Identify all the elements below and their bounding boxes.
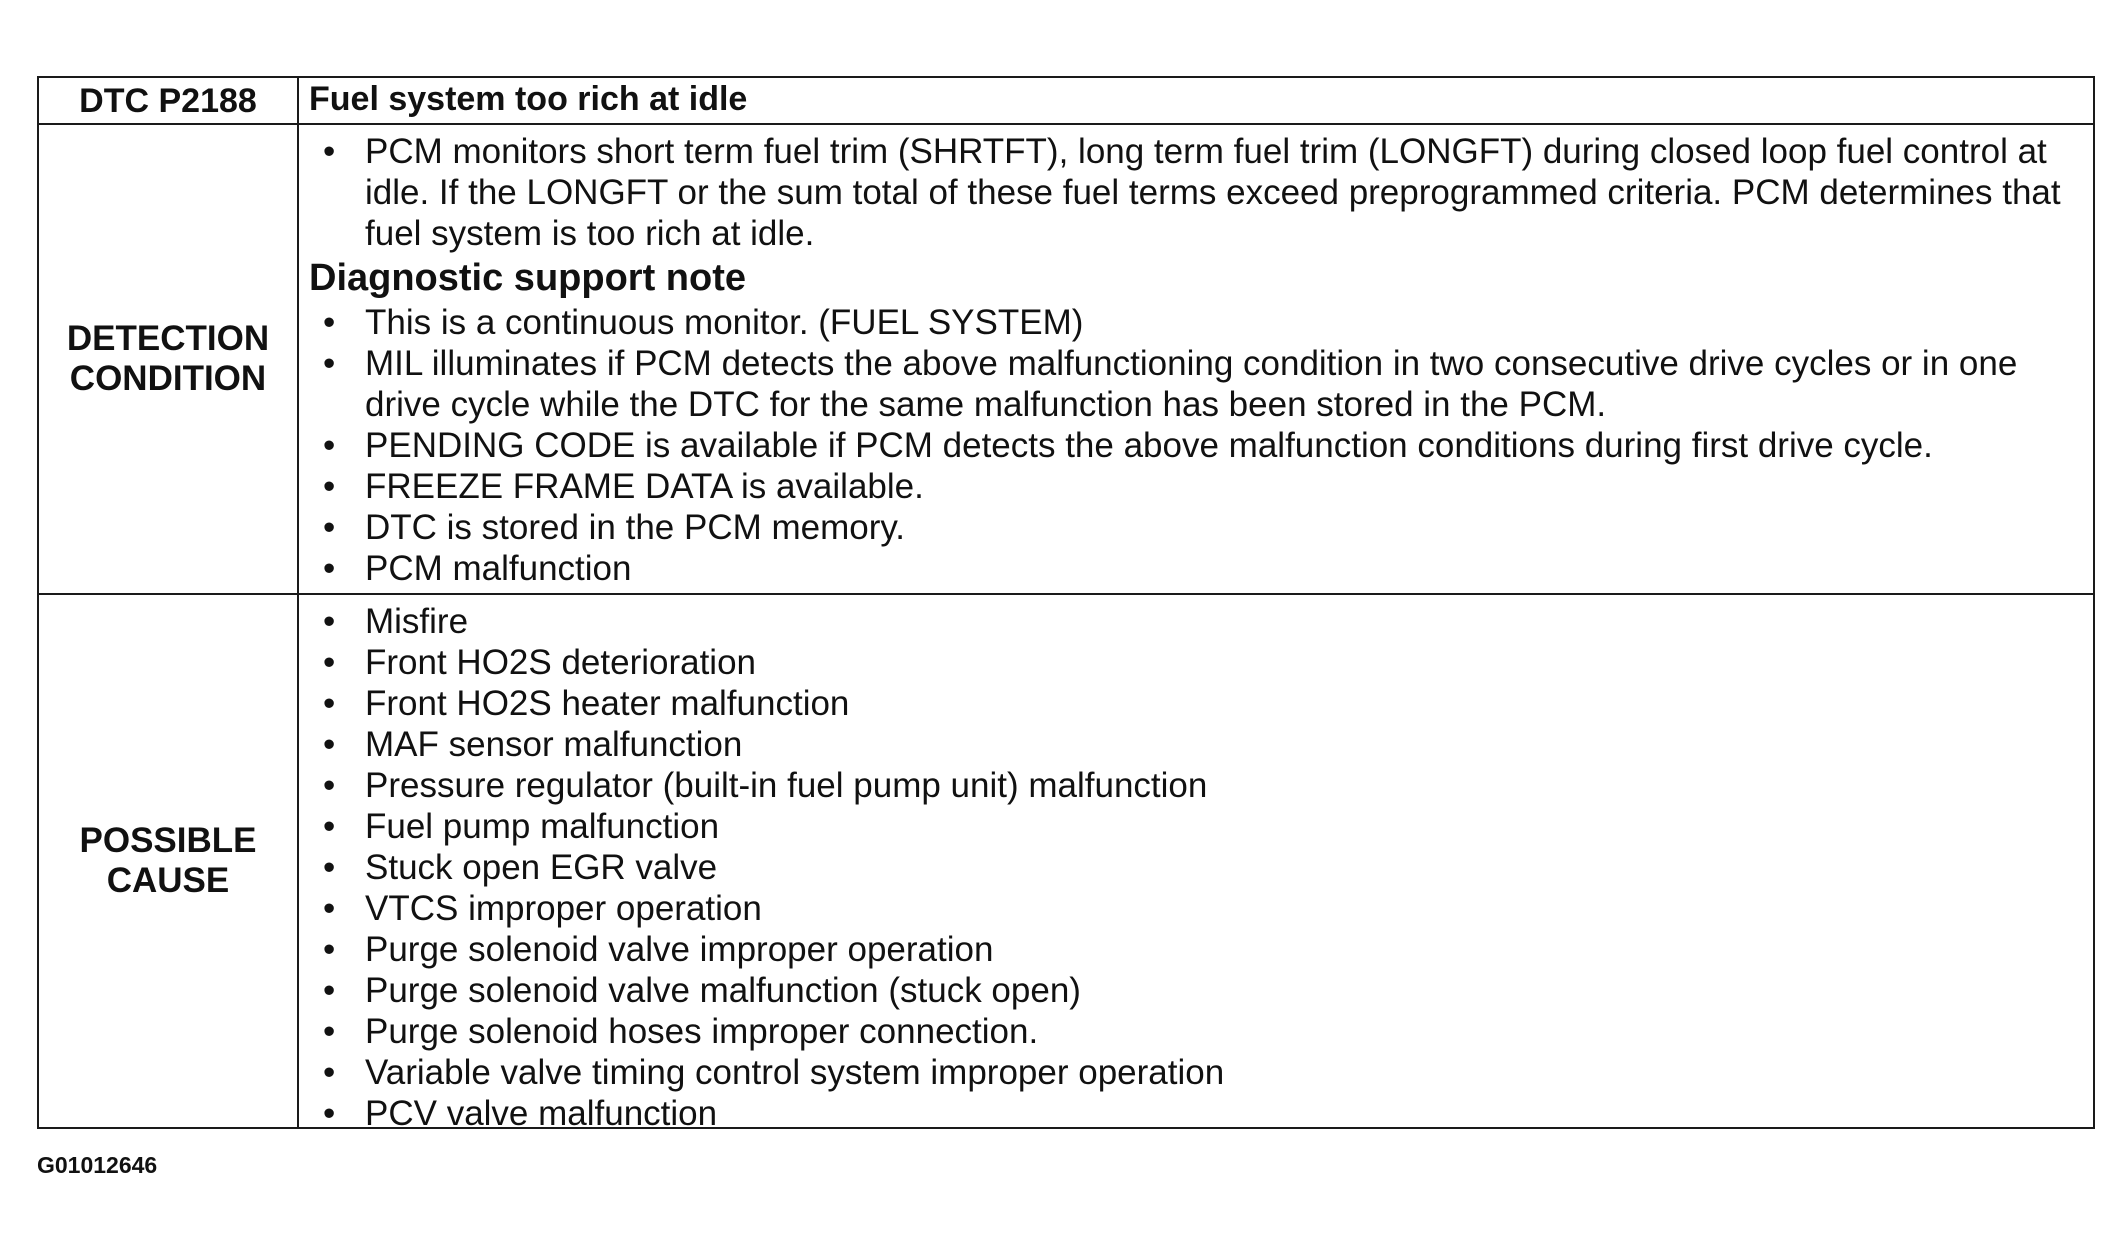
possible-cause-list: [309, 601, 2083, 1134]
list-item: • PCV valve malfunction: [309, 1093, 2083, 1134]
diagnostic-support-list: [309, 302, 2083, 589]
detection-label-line1: DETECTION: [66, 319, 270, 358]
list-item: • VTCS improper operation: [309, 888, 2083, 929]
list-item: • Stuck open EGR valve: [309, 847, 2083, 888]
list-item: • Front HO2S deterioration: [309, 642, 2083, 683]
detection-intro-list: [309, 131, 2083, 254]
list-item: • Purge solenoid valve improper operation: [309, 929, 2083, 970]
list-item: • PENDING CODE is available if PCM detects the above malfunction conditions during first drive cycle.: [309, 425, 2083, 466]
list-item: • DTC is stored in the PCM memory.: [309, 507, 2083, 548]
list-item: • FREEZE FRAME DATA is available.: [309, 466, 2083, 507]
dtc-table: [37, 76, 2095, 1133]
list-item: • Purge solenoid hoses improper connection.: [309, 1011, 2083, 1052]
list-item: • MIL illuminates if PCM detects the above malfunctioning condition in two consecutive drive cycles or in one drive cycle while the DTC for the same malfunction has been stored in the PCM.: [309, 343, 2083, 425]
list-item: • Misfire: [309, 601, 2083, 642]
list-item: • Pressure regulator (built-in fuel pump unit) malfunction: [309, 765, 2083, 806]
list-item: • PCM monitors short term fuel trim (SHRTFT), long term fuel trim (LONGFT) during closed loop fuel control at idle. If the LONGFT or the sum total of these fuel terms exceed preprogrammed criteria. PCM determines that fuel system is too rich at idle.: [309, 131, 2083, 254]
list-item: • PCM malfunction: [309, 548, 2083, 589]
dtc-description: Fuel system too rich at idle: [309, 80, 748, 118]
detection-condition-content: [299, 125, 2093, 593]
possible-cause-label: [39, 595, 299, 1127]
list-item: • Variable valve timing control system improper operation: [309, 1052, 2083, 1093]
cause-label-line2: CAUSE: [106, 861, 230, 900]
list-item: • This is a continuous monitor. (FUEL SYSTEM): [309, 302, 2083, 343]
detection-condition-label: [39, 125, 299, 593]
list-item: • Purge solenoid valve malfunction (stuck open): [309, 970, 2083, 1011]
figure-id: G01012646: [37, 1152, 158, 1178]
diagnostic-support-heading: Diagnostic support note: [309, 257, 746, 299]
possible-cause-row: [39, 593, 2093, 1133]
list-item: • Front HO2S heater malfunction: [309, 683, 2083, 724]
possible-cause-content: [299, 595, 2093, 1133]
table-header-row: [39, 78, 2093, 123]
list-item: • Fuel pump malfunction: [309, 806, 2083, 847]
cause-label-line1: POSSIBLE: [79, 821, 257, 860]
detection-label-line2: CONDITION: [69, 359, 267, 398]
list-item: • MAF sensor malfunction: [309, 724, 2083, 765]
detection-condition-row: [39, 123, 2093, 593]
dtc-code: DTC P2188: [39, 78, 299, 123]
